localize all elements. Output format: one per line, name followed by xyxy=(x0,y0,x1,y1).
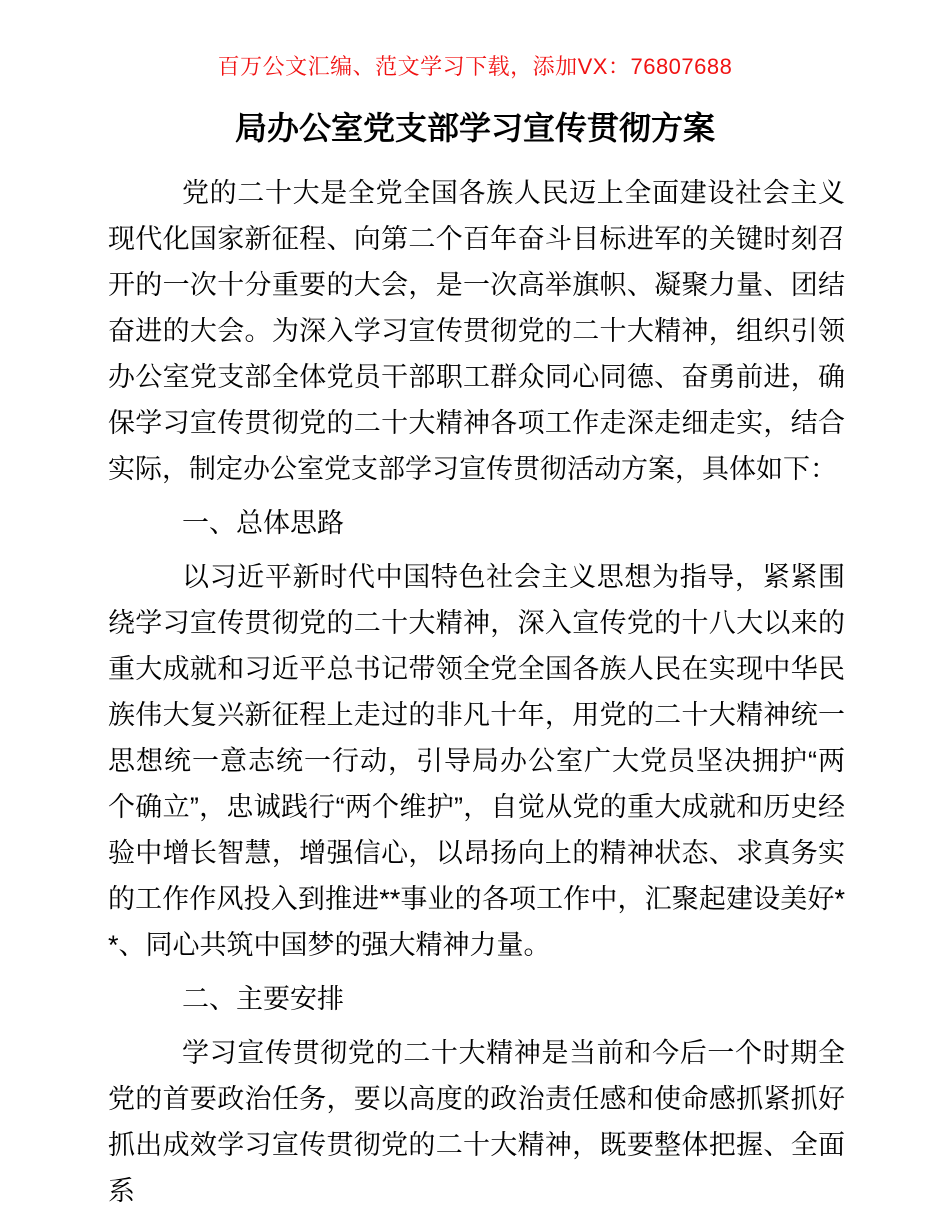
document-body xyxy=(108,170,845,1214)
section-heading-2: 二、主要安排 xyxy=(182,984,344,1014)
document-title: 局办公室党支部学习宣传贯彻方案 xyxy=(234,110,715,146)
paragraph-overall-approach: 以习近平新时代中国特色社会主义思想为指导，紧紧围绕学习宣传贯彻党的二十大精神，深入宣传党的十八大以来的重大成就和习近平总书记带领全党全国各族人民在实现中华民族伟大复兴新征程上走过的非凡十年，用党的二十大精神统一思想统一意志统一行动，引导局办公室广大党员坚决拥护“两个确立”，忠诚践行“两个维护”，自觉从党的重大成就和历史经验中增长智慧，增强信心，以昂扬向上的精神状态、求真务实的工作作风投入到推进**事业的各项工作中，汇聚起建设美好**、同心共筑中国梦的强大精神力量。 xyxy=(108,562,845,960)
paragraph-main-arrangement: 学习宣传贯彻党的二十大精神是当前和今后一个时期全党的首要政治任务，要以高度的政治责任感和使命感抓紧抓好抓出成效学习宣传贯彻党的二十大精神，既要整体把握、全面系 xyxy=(108,1038,845,1206)
section-heading-1: 一、总体思路 xyxy=(182,508,344,538)
paragraph-intro: 党的二十大是全党全国各族人民迈上全面建设社会主义现代化国家新征程、向第二个百年奋斗目标进军的关键时刻召开的一次十分重要的大会，是一次高举旗帜、凝聚力量、团结奋进的大会。为深入学习宣传贯彻党的二十大精神，组织引领办公室党支部全体党员干部职工群众同心同德、奋勇前进，确保学习宣传贯彻党的二十大精神各项工作走深走细走实，结合实际，制定办公室党支部学习宣传贯彻活动方案，具体如下： xyxy=(108,178,845,484)
promo-notice: 百万公文汇编、范文学习下载，添加VX：76807688 xyxy=(217,54,733,79)
